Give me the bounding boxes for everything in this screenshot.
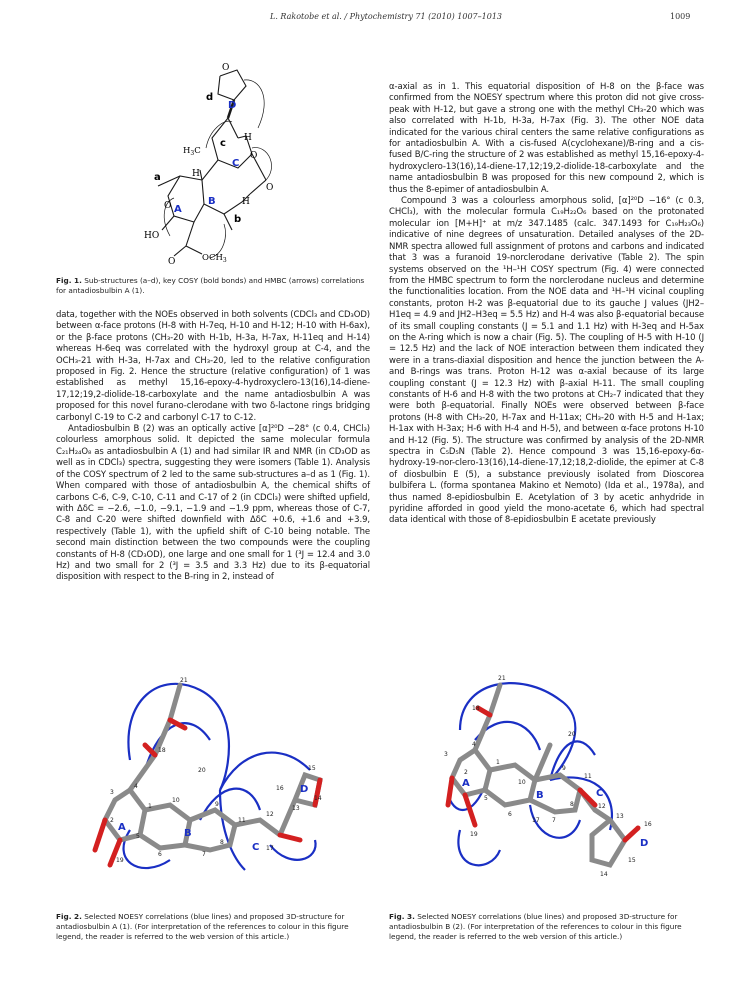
fig3-atom-8: 8 xyxy=(570,801,574,808)
fig2-atom-17: 17 xyxy=(266,845,274,852)
fig3-atom-21: 21 xyxy=(498,675,506,682)
fig1-atom-H-mid: H xyxy=(192,169,200,179)
fig2-ring-D: D xyxy=(300,784,309,795)
fig2-atom-5: 5 xyxy=(136,833,140,840)
fig1-atom-O-lactone: O xyxy=(250,151,258,161)
fig1-atom-O-A: O xyxy=(164,201,172,211)
fig3-atom-6: 6 xyxy=(508,811,512,818)
fig3-atom-2: 2 xyxy=(464,769,468,776)
fig2-atom-21: 21 xyxy=(180,677,188,684)
fig2-atom-13: 13 xyxy=(292,805,300,812)
fig1-atom-O-furan: O xyxy=(222,63,230,73)
figure-1-structure xyxy=(140,58,290,273)
right-paragraph-1: α-axial as in 1. This equatorial disposition of H-8 on the β-face was confirmed from the NOESY spectrum where this proton did not give cross-peak with H-12, but gave a strong one with the methyl CH₃-20 which was also correlated with H-1b, H-3a, H-7ax (Fig. 3). The other NOE data indicated for the various chiral centers the same relative configurations as for antadiosbulbin A. With a cis-fused A(cyclohexane)/B-ring and a cis-fused B/C-ring the structure of 2 was established as methyl 15,16-epoxy-4-hydroxyclero-13(16),14-diene-17,12;19,2-diolide-18-carboxylate and the name antadiosbulbin B was proposed for this new compound 2, which is thus the 8-epimer of antadiosbulbin A. xyxy=(389,82,704,195)
figure-2-3d-structure xyxy=(70,660,350,900)
figure-3-caption xyxy=(389,912,704,942)
fig3-atom-20: 20 xyxy=(568,731,576,738)
fig1-ring-B: B xyxy=(208,196,216,207)
fig2-atom-18: 18 xyxy=(158,747,166,754)
fig2-atom-6: 6 xyxy=(158,851,162,858)
left-paragraph-2: Antadiosbulbin B (2) was an optically active [α]²⁰D −28° (c 0.4, CHCl₃) colourless amorphous solid. It depicted the same molecular formula C₂₁H₂₄O₈ as antadiosbulbin A (1) and had similar IR and NMR (in CD₃OD as well as in CDCl₃) spectra, suggesting they were isomers (Table 1). Analysis of the COSY spectrum of 2 led to the same sub-structures a–d as 1 (Fig. 1). When compared with those of antadiosbulbin A, the chemical shifts of carbons C-6, C-9, C-10, C-11 and C-17 of 2 (in CDCl₃) were shifted upfield, with ΔδC = −2.6, −1.0, −9.1, −1.9 and −1.9 ppm, whereas those of C-7, C-8 and C-20 were shifted downfield with ΔδC +0.6, +1.6 and +3.9, respectively (Table 1), with the upfield shift of C-10 being notable. The second main distinction between the two compounds were the coupling constants of H-8 (CD₃OD), one large and one small for 1 (³J = 12.4 and 3.0 Hz) and two small for 2 (³J = 3.5 and 3.3 Hz) due to its β-equatorial disposition with respect to the B-ring in 2, instead of xyxy=(56,424,370,583)
fig2-ring-labels xyxy=(118,784,308,853)
fig3-caption-text: Selected NOESY correlations (blue lines) and proposed 3D-structure for antadiosbulbin B (2). (For interpretation of the references to colour in this figure legend, the reader is referred to the web version of this article.) xyxy=(389,912,682,941)
fig3-atom-4: 4 xyxy=(472,741,476,748)
fig2-caption-label: Fig. 2. xyxy=(56,912,82,921)
fig2-carbon-skeleton xyxy=(105,685,320,850)
fig2-atom-20: 20 xyxy=(198,767,206,774)
fig3-ring-C: C xyxy=(596,788,604,799)
fig3-atom-10: 10 xyxy=(518,779,526,786)
fig1-HO: HO xyxy=(144,231,160,241)
fig3-carbon-skeleton xyxy=(452,685,625,865)
fig1-atom-H-top: H xyxy=(244,133,252,143)
fig1-ring-C: C xyxy=(232,158,240,169)
running-head-citation: L. Rakotobe et al. / Phytochemistry 71 (2010) 1007–1013 xyxy=(270,12,503,21)
fig2-atom-16: 16 xyxy=(276,785,284,792)
fig3-atom-18: 18 xyxy=(472,705,480,712)
fig3-atom-14: 14 xyxy=(600,871,608,878)
fig3-atom-19: 19 xyxy=(470,831,478,838)
fig3-atom-12: 12 xyxy=(598,803,606,810)
fig3-atom-16: 16 xyxy=(644,821,652,828)
fig3-atom-5: 5 xyxy=(484,795,488,802)
page-number: 1009 xyxy=(670,12,691,21)
fig1-OCH3: $OCH_3$ xyxy=(202,253,227,264)
left-paragraph-1: data, together with the NOEs observed in both solvents (CDCl₃ and CD₃OD) between α-face protons (H-8 with H-7eq, H-10 and H-12; H-10 with H-6ax), or the β-face protons (CH₃-20 with H-1b, H-3a, H-7ax, H-11eq and H-14) whereas H-6eq was correlated with the hydroxyl group at C-4, and the OCH₃-21 with H-3a, H-7ax and CH₃-20, led to the relative configuration proposed in Fig. 2. Hence the structure (relative configuration) of 1 was established as methyl 15,16-epoxy-4-hydroxyclero-13(16),14-diene-17,12;19,2-diolide-18-carboxylate and the name antadiosbulbin A was proposed for this novel furano-clerodane with two δ-lactone rings bridging carbonyl C-19 to C-2 and carbonyl C-17 to C-12. xyxy=(56,310,370,423)
fig3-atom-17: 17 xyxy=(532,817,540,824)
fig2-atom-9: 9 xyxy=(215,801,219,808)
fig1-H3C: $H_3C$ xyxy=(183,146,201,157)
fig3-atom-15: 15 xyxy=(628,857,636,864)
fig1-label-c: c xyxy=(220,138,226,149)
fig3-atom-11: 11 xyxy=(584,773,592,780)
fig2-ring-A: A xyxy=(118,822,126,833)
fig2-atom-3: 3 xyxy=(110,789,114,796)
fig2-atom-2: 2 xyxy=(110,817,114,824)
fig2-atom-14: 14 xyxy=(314,795,322,802)
fig1-ring-A: A xyxy=(174,204,182,215)
right-paragraph-2: Compound 3 was a colourless amorphous solid, [α]²⁰D −16° (c 0.3, CHCl₃), with the molecular formula C₁₉H₂₂O₆ based on the protonated molecular ion [M+H]⁺ at m/z 347.1485 (calc. 347.1493 for C₁₉H₂₃O₆) indicative of nine degrees of unsaturation. Detailed analyses of the 2D-NMR spectra allowed full assignment of protons and carbons and indicated that 3 was a furanoid 19-norclerodane derivative (Table 2). The spin systems observed on the ¹H–¹H COSY spectrum (Fig. 4) were connected from the HMBC spectrum to form the norclerodane nucleus and determine the functionalities location. From the NOE data and ¹H–¹H vicinal coupling constants, proton H-2 was β-equatorial due to its gauche J values (JH2–H1eq = 4.9 and JH2–H3eq = 5.5 Hz) and H-4 was also β-equatorial because of its small coupling constants (J = 5.1 and 1.1 Hz) with H-3eq and H-5ax on the A-ring which is now a chair (Fig. 5). The coupling of H-5 with H-10 (J = 12.5 Hz) and the lack of NOE interaction between them indicated they were in a trans-diaxial disposition and hence the junction between the A- and B-rings was trans. Proton H-12 was α-axial because of its large coupling constant (J = 12.3 Hz) with β-axial H-11. The small coupling constants of H-6 and H-8 with the two protons at CH₂-7 indicated that they were both β-equatorial. Finally NOEs were observed between β-face protons (H-8 with CH₃-20, H-7ax and H-11ax; CH₃-20 with H-5 and H-1ax; H-1ax with H-3ax; H-6 with H-4 and H-5), and between α-face protons H-10 and H-12 (Fig. 5). The structure was confirmed by analysis of the 2D-NMR spectra in C₅D₅N (Table 2). Hence compound 3 was 15,16-epoxy-6α-hydroxy-19-nor-clero-13(16),14-diene-17,12;18,2-diolide, the epimer at C-8 of diosbulbin E (5), a substance previously isolated from Dioscorea bulbifera L. (forma spontanea Makino et Nemoto) (Ida et al., 1978a), and thus named 8-epidiosbulbin E. Acetylation of 3 by acetic anhydride in pyridine afforded in good yield the mono-acetate 6, which had spectral data identical with those of 8-epidiosbulbin E acetate previously xyxy=(389,196,704,526)
fig1-caption-label: Fig. 1. xyxy=(56,276,82,285)
fig1-atom-O-ester: O xyxy=(168,257,176,267)
fig1-hmbc-arrows xyxy=(164,80,274,258)
fig2-atom-12: 12 xyxy=(266,811,274,818)
fig2-atom-15: 15 xyxy=(308,765,316,772)
fig2-ring-C: C xyxy=(252,842,260,853)
figure-3-3d-structure xyxy=(420,660,690,900)
figure-2-caption xyxy=(56,912,370,942)
right-column xyxy=(389,82,704,527)
fig3-atom-7: 7 xyxy=(552,817,556,824)
fig3-atom-1: 1 xyxy=(496,759,500,766)
fig1-label-b: b xyxy=(234,214,242,225)
fig3-atom-13: 13 xyxy=(616,813,624,820)
fig2-atom-8: 8 xyxy=(220,839,224,846)
fig1-label-d: d xyxy=(206,92,214,103)
fig1-ring-D: D xyxy=(228,100,237,111)
fig3-caption-label: Fig. 3. xyxy=(389,912,415,921)
fig3-ring-A: A xyxy=(462,778,470,789)
fig2-atom-19: 19 xyxy=(116,857,124,864)
fig2-atom-7: 7 xyxy=(202,851,206,858)
fig3-atom-3: 3 xyxy=(444,751,448,758)
fig1-atom-H-right: H xyxy=(242,197,250,207)
fig3-atom-9: 9 xyxy=(562,765,566,772)
fig2-ring-B: B xyxy=(184,828,192,839)
left-column xyxy=(56,310,370,584)
fig2-atom-4: 4 xyxy=(134,783,138,790)
fig3-ring-B: B xyxy=(536,790,544,801)
figure-1-caption xyxy=(56,276,370,296)
fig2-caption-text: Selected NOESY correlations (blue lines) and proposed 3D-structure for antadiosbulbin A (1). (For interpretation of the references to colour in this figure legend, the reader is referred to the web version of this article.) xyxy=(56,912,349,941)
fig2-atom-11: 11 xyxy=(238,817,246,824)
fig2-atom-1: 1 xyxy=(148,803,152,810)
fig1-label-a: a xyxy=(154,172,161,183)
fig1-atom-O-carbonyl: O xyxy=(266,183,274,193)
fig1-caption-text: Sub-structures (a–d), key COSY (bold bonds) and HMBC (arrows) correlations for antadiosbulbin A (1). xyxy=(56,276,365,295)
fig3-ring-D: D xyxy=(640,838,649,849)
fig2-atom-10: 10 xyxy=(172,797,180,804)
